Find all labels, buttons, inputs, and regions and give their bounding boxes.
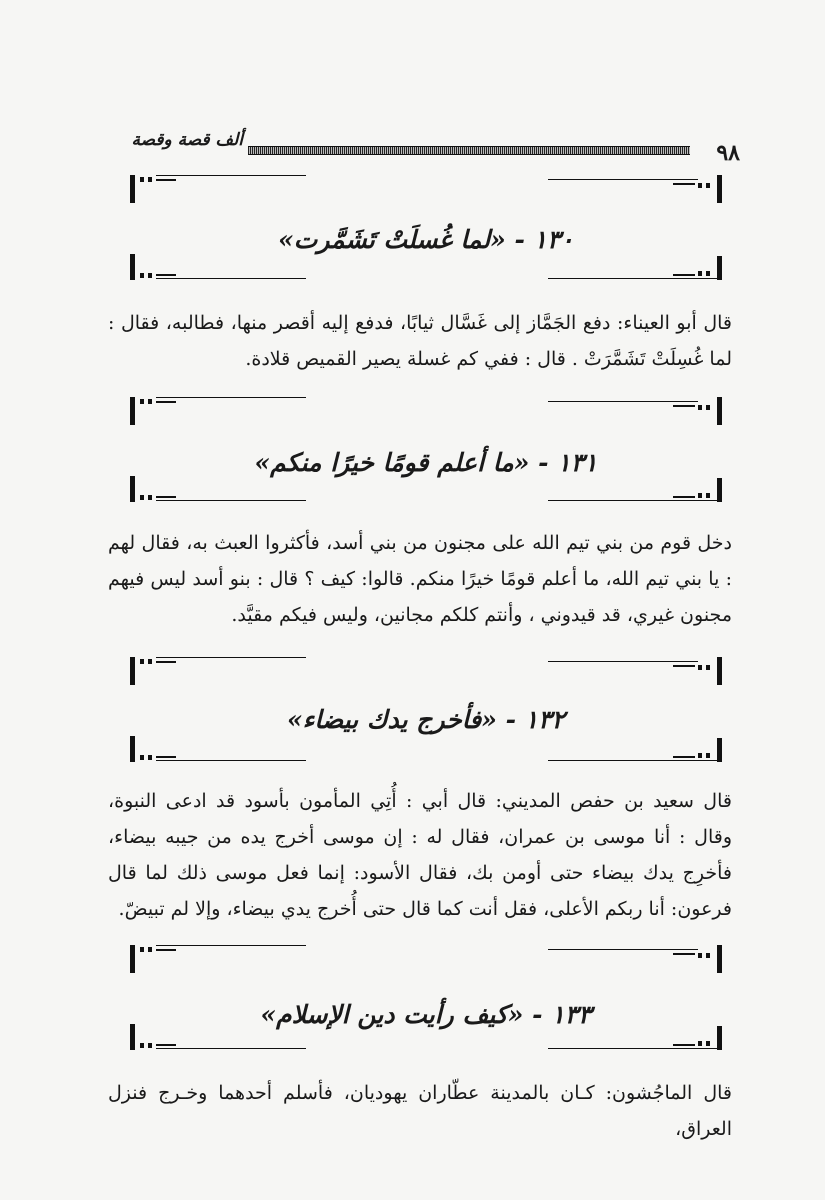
story-131-text: دخل قوم من بني تيم الله على مجنون من بني أسد، فأكثروا العبث به، فقال لهم : يا بني تيم الله، ما أعلم قومًا خيرًا منكم. قالوا: كيف ؟ قال : بنو أسد ليس فيهم مجنون غيري، قد قيدوني ، وأنتم كلكم مجانين، وليس فيكم مقيَّد. bbox=[108, 532, 732, 626]
header-rule bbox=[248, 146, 690, 155]
title-ornament-frame bbox=[128, 392, 724, 502]
title-ornament-frame bbox=[128, 940, 724, 1050]
story-130-title: ١٣٠ - «لما غُسلَتْ تَشَمَّرت» bbox=[278, 225, 574, 254]
story-132-title: ١٣٢ - «فأخرج يدك بيضاء» bbox=[287, 705, 565, 734]
story-131-title: ١٣١ - «ما أعلم قومًا خيرًا منكم» bbox=[254, 448, 598, 477]
story-132-text: قال سعيد بن حفص المديني: قال أبي : أُتِي المأمون بأسود قد ادعى النبوة، وقال : أنا موسى بن عمران، فقال له : إن موسى أخرج يده من جيبه بيضاء، فأخرِج يدك بيضاء حتى أومن بك، فقال الأسود: إنما فعل موسى ذلك لما قال فرعون: أنا ربكم الأعلى، فقل أنت كما قال حتى أُخرج يدي بيضاء، وإلا لم تبيضّ. bbox=[108, 790, 732, 920]
story-130-text: قال أبو العيناء: دفع الجَمَّاز إلى غَسَّال ثيابًا، فدفع إليه أقصر منها، فطالبه، فقال : لما غُسِلَتْ تَشَمَّرَتْ . قال : ففي كم غسلة يصير القميص قلادة. bbox=[108, 312, 732, 370]
page-number: ٩٨ bbox=[716, 140, 740, 166]
story-133-title: ١٣٣ - «كيف رأيت دين الإسلام» bbox=[260, 1000, 592, 1029]
running-book-title: ألف قصة وقصة bbox=[131, 130, 243, 150]
story-133-text: قال الماجُشون: كـان بالمدينة عطّاران يهوديان، فأسلم أحدهما وخـرج فنزل العراق، bbox=[108, 1082, 732, 1140]
